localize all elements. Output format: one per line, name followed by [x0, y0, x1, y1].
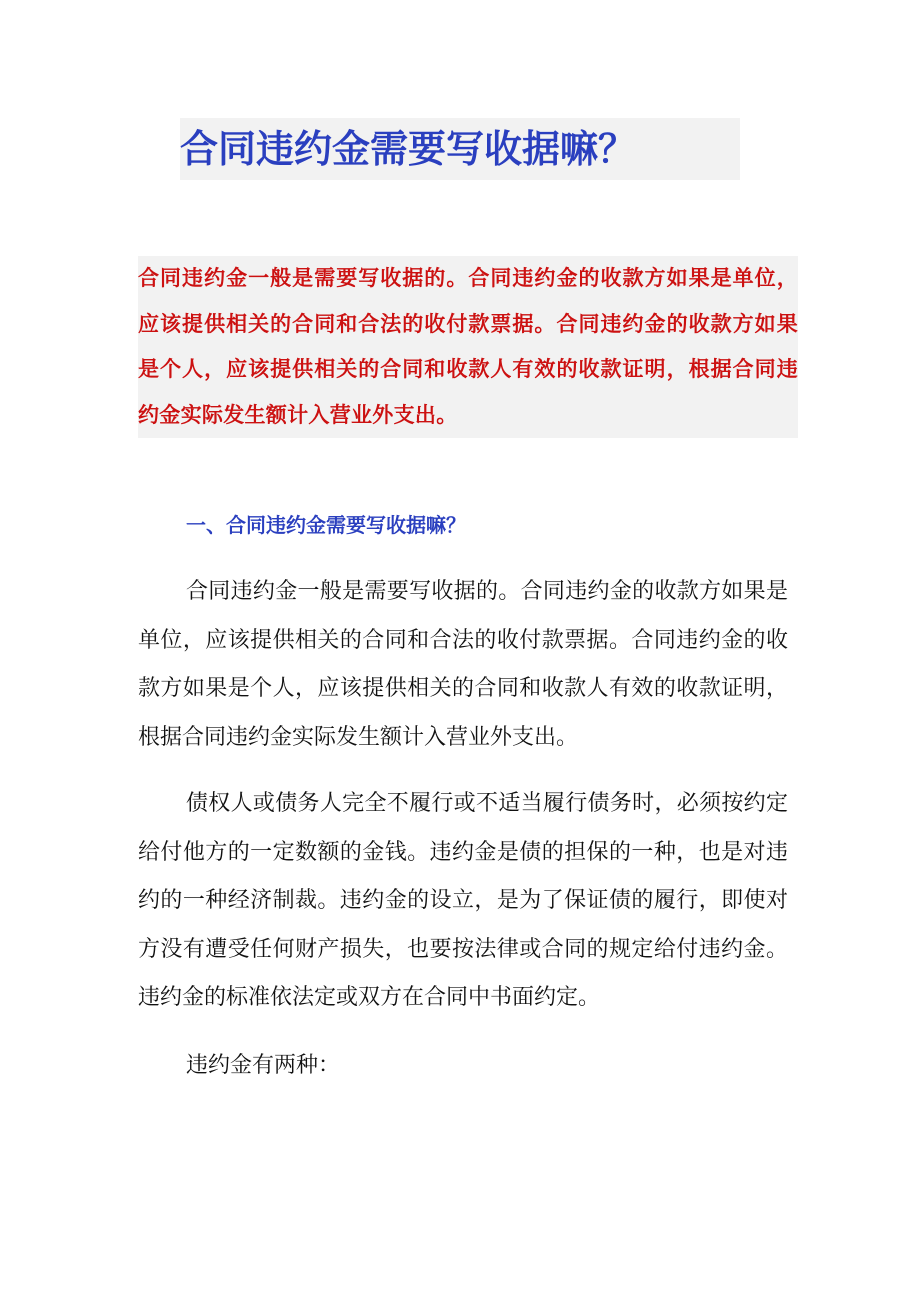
body-paragraph-2: 债权人或债务人完全不履行或不适当履行债务时，必须按约定给付他方的一定数额的金钱。违约金是债的担保的一种，也是对违约的一种经济制裁。违约金的设立，是为了保证债的履行，即使对方没有遭受任何财产损失，也要按法律或合同的规定给付违约金。违约金的标准依法定或双方在合同中书面约定。 — [138, 791, 788, 1010]
section-heading: 一、合同违约金需要写收据嘛？ — [186, 513, 466, 537]
title-highlight — [180, 118, 740, 180]
summary-paragraph: 合同违约金一般是需要写收据的。合同违约金的收款方如果是单位，应该提供相关的合同和合法的收付款票据。合同违约金的收款方如果是个人，应该提供相关的合同和收款人有效的收款证明，根据合同违约金实际发生额计入营业外支出。 — [138, 266, 798, 427]
document-title: 合同违约金需要写收据嘛？ — [180, 127, 637, 171]
summary-highlight — [138, 256, 798, 438]
body-paragraph-1: 合同违约金一般是需要写收据的。合同违约金的收款方如果是单位，应该提供相关的合同和合法的收付款票据。合同违约金的收款方如果是个人，应该提供相关的合同和收款人有效的收款证明，根据合同违约金实际发生额计入营业外支出。 — [138, 579, 788, 750]
body-paragraph-3: 违约金有两种： — [186, 1053, 341, 1078]
